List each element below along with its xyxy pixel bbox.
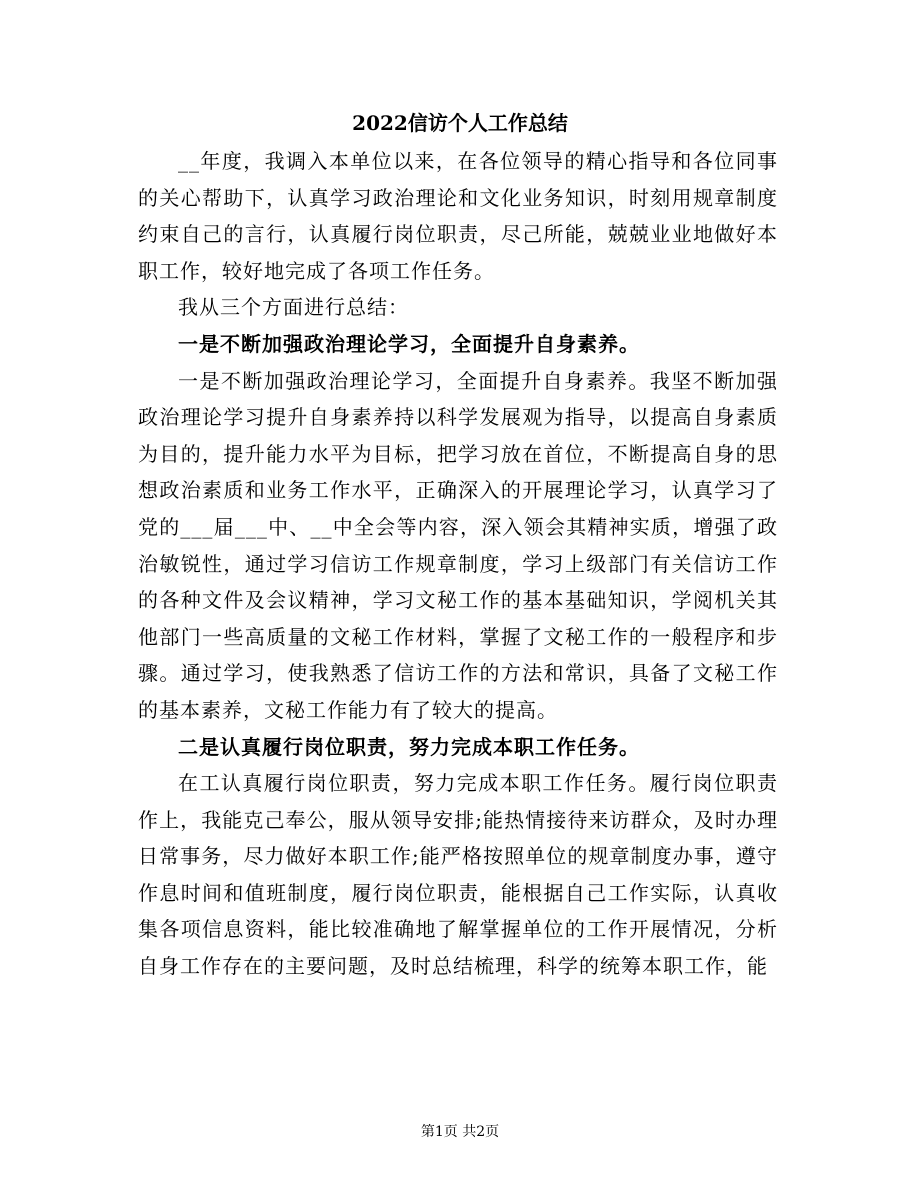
paragraph-section-1: 一是不断加强政治理论学习，全面提升自身素养。我坚不断加强政治理论学习提升自身素养持以科学发展观为指导，以提高自身素质为目的，提升能力水平为目标，把学习放在首位，不断提高自身的思想政治素质和业务工作水平，正确深入的开展理论学习，认真学习了党的___届___中、__中全会等内容，深入领会其精神实质，增强了政治敏锐性，通过学习信访工作规章制度，学习上级部门有关信访工作的各种文件及会议精神，学习文秘工作的基本基础知识，学阅机关其他部门一些高质量的文秘工作材料，掌握了文秘工作的一般程序和步骤。通过学习，使我熟悉了信访工作的方法和常识，具备了文秘工作的基本素养，文秘工作能力有了较大的提高。 bbox=[138, 368, 778, 722]
document-body bbox=[138, 143, 778, 985]
section-heading-2: 二是认真履行岗位职责，努力完成本职工作任务。 bbox=[178, 734, 640, 759]
page-footer: 第1页 共2页 bbox=[420, 1124, 500, 1140]
paragraph-overview: 我从三个方面进行总结： bbox=[178, 295, 409, 320]
page-title: 2022信访个人工作总结 bbox=[352, 111, 568, 135]
paragraph-intro: __年度，我调入本单位以来，在各位领导的精心指导和各位同事的关心帮助下，认真学习政治理论和文化业务知识，时刻用规章制度约束自己的言行，认真履行岗位职责，尽己所能，兢兢业业地做好本职工作，较好地完成了各项工作任务。 bbox=[138, 149, 778, 283]
paragraph-section-2: 在工认真履行岗位职责，努力完成本职工作任务。履行岗位职责作上，我能克己奉公，服从领导安排;能热情接待来访群众，及时办理日常事务，尽力做好本职工作;能严格按照单位的规章制度办事，遵守作息时间和值班制度，履行岗位职责，能根据自己工作实际，认真收集各项信息资料，能比较准确地了解掌握单位的工作开展情况，分析自身工作存在的主要问题，及时总结梳理，科学的统筹本职工作，能 bbox=[138, 771, 778, 979]
section-heading-1: 一是不断加强政治理论学习，全面提升自身素养。 bbox=[178, 331, 640, 356]
